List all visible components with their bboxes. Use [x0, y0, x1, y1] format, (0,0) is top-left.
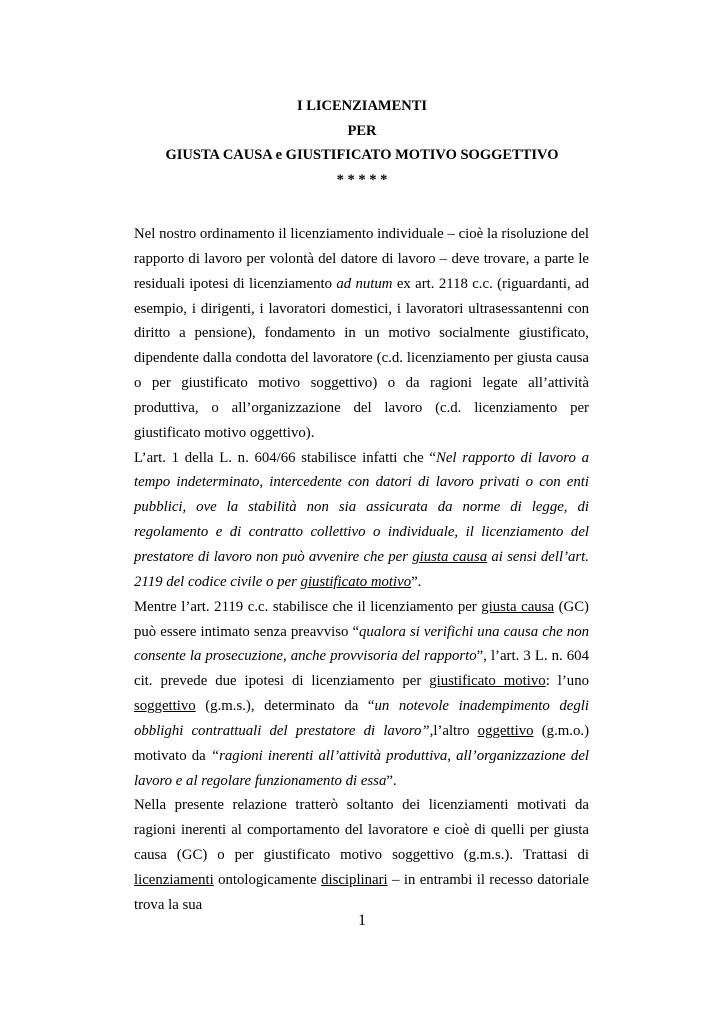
text-span: ”. — [386, 772, 397, 789]
underlined-span: soggettivo — [134, 698, 196, 715]
text-span: (g.m.o.) motivato da — [134, 722, 589, 764]
underlined-italic-span: giusta causa — [412, 548, 488, 565]
text-span: (g.m.s.), determinato da “ — [195, 698, 375, 715]
text-span: : l’uno — [545, 673, 590, 690]
underlined-span: giustificato motivo — [429, 673, 546, 690]
italic-span: ai sensi dell’art. 2119 del codice civile o per — [134, 548, 589, 590]
text-span: Nel nostro ordinamento il licenziamento individuale – cioè la risoluzione del rapporto di lavoro per volontà del datore di lavoro – deve trovare, a parte le residuali ipotesi di licenziamento — [134, 226, 589, 292]
heading-line-2: PER — [347, 122, 377, 139]
text-span: ex art. 2118 c.c. (riguardanti, ad esempio, i dirigenti, i lavoratori domestici, i lavoratori ultrasessantenni con diritto a pensione), fondamento in un motivo socialmente giustificato, dipendente dalla condotta del lavoratore (c.d. licenziamento per giusta causa o per giustificato motivo soggettivo) o da ragioni legate all’attività produttiva, o all’organizzazione del lavoro (c.d. licenziamento per giustificato motivo oggettivo). — [134, 275, 590, 441]
paragraph-1 — [134, 222, 589, 446]
italic-span: ad nutum — [336, 275, 393, 292]
heading-line-3: GIUSTA CAUSA e GIUSTIFICATO MOTIVO SOGGETTIVO — [165, 147, 559, 163]
underlined-span: licenziamenti — [134, 871, 214, 888]
italic-span: qualora si verifichi una causa che non consente la prosecuzione, anche provvisoria del rapporto — [134, 623, 589, 665]
document-body — [134, 222, 589, 918]
text-span: Mentre l’art. 2119 c.c. stabilisce che il licenziamento per — [134, 598, 482, 615]
underlined-italic-span: giustificato motivo — [300, 573, 412, 590]
text-span: l’altro — [433, 722, 478, 739]
italic-span: un notevole inadempimento degli obblighi contrattuali del prestatore di lavoro”, — [134, 698, 589, 739]
underlined-span: disciplinari — [321, 871, 388, 888]
text-span: – in entrambi il recesso datoriale trova la sua — [134, 871, 589, 913]
text-span: ”. — [411, 573, 422, 590]
text-span: ontologicamente — [213, 871, 322, 888]
underlined-span: oggettivo — [477, 722, 534, 739]
paragraph-2 — [134, 446, 589, 595]
italic-span: “ragioni inerenti all’attività produttiva, all’organizzazione del lavoro e al regolare funzionamento di essa — [134, 747, 589, 789]
document-heading — [0, 94, 724, 192]
text-span: ”, l’art. 3 L. n. 604 cit. prevede due ipotesi di licenziamento per — [134, 648, 589, 690]
text-span: L’art. 1 della L. n. 604/66 stabilisce infatti che “ — [134, 449, 436, 466]
text-span: Nella presente relazione tratterò soltanto dei licenziamenti motivati da ragioni inerenti al comportamento del lavoratore e cioè di quelli per giusta causa (GC) o per giustificato motivo soggettivo (g.m.s.). Trattasi di — [134, 797, 589, 864]
page-number: 1 — [358, 912, 366, 929]
heading-stars: * * * * * — [336, 171, 388, 188]
italic-span: Nel rapporto di lavoro a tempo indeterminato, intercedente con datori di lavoro privati o con enti pubblici, ove la stabilità non sia assicurata da norme di legge, di regolamento e di contratto collettivo o individuale, il licenziamento del prestatore di lavoro non può avvenire che per — [134, 449, 589, 565]
paragraph-4 — [134, 793, 589, 917]
text-span: (GC) può essere intimato senza preavviso “ — [134, 598, 589, 640]
heading-line-1: I LICENZIAMENTI — [296, 98, 428, 114]
paragraph-3 — [134, 595, 589, 794]
underlined-span: giusta causa — [481, 598, 555, 615]
